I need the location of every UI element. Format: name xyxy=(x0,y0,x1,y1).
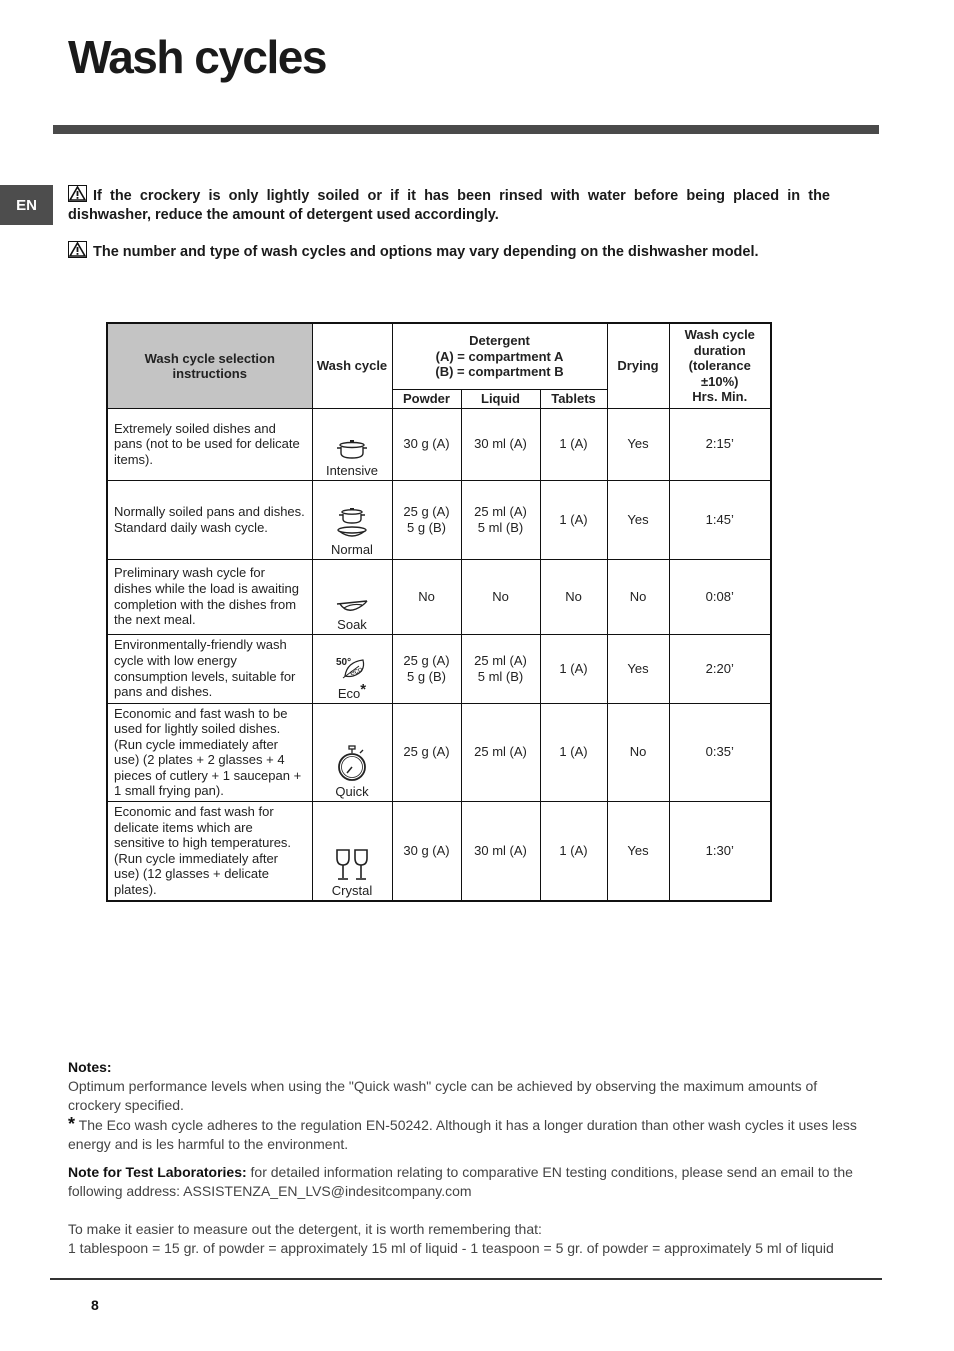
cycle-label: Intensive xyxy=(325,462,379,478)
table-row xyxy=(107,703,771,802)
tablets-amount: No xyxy=(540,559,607,634)
quick-stopwatch-icon xyxy=(336,745,368,783)
drying-value: Yes xyxy=(607,634,669,703)
notes-section xyxy=(68,1058,868,1258)
powder-amount: 30 g (A) xyxy=(392,408,461,480)
warning-text: The number and type of wash cycles and options may vary depending on the dishwasher model. xyxy=(93,244,759,260)
tablets-amount: 1 (A) xyxy=(540,408,607,480)
row-cycle xyxy=(312,408,392,480)
page-title: Wash cycles xyxy=(68,31,326,83)
table-row xyxy=(107,634,771,703)
row-cycle xyxy=(312,634,392,703)
duration-value: 1:45’ xyxy=(669,480,771,559)
tablets-amount: 1 (A) xyxy=(540,703,607,802)
quick-note: Optimum performance levels when using the "Quick wash" cycle can be achieved by observing the maximum amounts of crockery specified. xyxy=(68,1078,818,1113)
crystal-glasses-icon xyxy=(334,848,370,882)
header-duration: Wash cycle duration (tolerance ±10%) Hrs. Min. xyxy=(669,323,771,408)
normal-pot-plate-icon xyxy=(334,507,370,541)
warning-text: If the crockery is only lightly soiled or if it has been rinsed with water before being placed in the dishwasher, reduce the amount of detergent used accordingly. xyxy=(68,188,830,223)
liquid-amount: 30 ml (A) xyxy=(461,408,540,480)
row-description: Economic and fast wash for delicate items which are sensitive to high temperatures. (Run cycle immediately after use) (12 glasses + delicate plates). xyxy=(107,802,312,901)
header-powder: Powder xyxy=(392,389,461,408)
cycle-label: Crystal xyxy=(331,882,373,898)
drying-value: Yes xyxy=(607,480,669,559)
drying-value: No xyxy=(607,559,669,634)
header-liquid: Liquid xyxy=(461,389,540,408)
notes-heading: Notes: xyxy=(68,1059,112,1075)
drying-value: No xyxy=(607,703,669,802)
row-description: Economic and fast wash to be used for lightly soiled dishes. (Run cycle immediately after use) (2 plates + 2 glasses + 4 pieces of cutlery + 1 saucepan + 1 small frying pan). xyxy=(107,703,312,802)
table-header-row xyxy=(107,323,771,389)
drying-value: Yes xyxy=(607,408,669,480)
cycle-label: Normal xyxy=(331,541,373,557)
lab-note: Note for Test Laboratories: for detailed information relating to comparative EN testing conditions, please send an email to the following address: ASSISTENZA_EN_LVS@indesitcompany.com xyxy=(68,1164,853,1199)
cycle-label: Eco* xyxy=(337,680,367,701)
duration-value: 1:30’ xyxy=(669,802,771,901)
liquid-amount: 25 ml (A) xyxy=(461,703,540,802)
row-cycle xyxy=(312,480,392,559)
duration-value: 0:08’ xyxy=(669,559,771,634)
eco-50-icon xyxy=(333,654,371,680)
header-drying: Drying xyxy=(607,323,669,408)
soak-plate-icon xyxy=(334,596,370,616)
svg-text:50°: 50° xyxy=(336,656,352,668)
page-number: 8 xyxy=(91,1297,99,1313)
row-description: Preliminary wash cycle for dishes while the load is awaiting completion with the dishes from the next meal. xyxy=(107,559,312,634)
measure-intro: To make it easier to measure out the detergent, it is worth remembering that: xyxy=(68,1221,542,1237)
title-divider xyxy=(53,125,879,134)
header-wash-cycle: Wash cycle xyxy=(312,323,392,408)
liquid-amount: 25 ml (A) 5 ml (B) xyxy=(461,480,540,559)
row-cycle xyxy=(312,802,392,901)
intensive-pot-icon xyxy=(334,438,370,462)
warning-lightly-soiled xyxy=(68,185,830,225)
tablets-amount: 1 (A) xyxy=(540,480,607,559)
cycle-label: Quick xyxy=(335,784,369,800)
warning-triangle-icon xyxy=(68,241,87,258)
powder-amount: 25 g (A) xyxy=(392,703,461,802)
footer-divider xyxy=(50,1278,882,1280)
table-row xyxy=(107,480,771,559)
wash-cycles-table xyxy=(106,322,772,902)
powder-amount: 30 g (A) xyxy=(392,802,461,901)
cycle-label: Soak xyxy=(337,616,367,632)
header-instructions: Wash cycle selection instructions xyxy=(107,323,312,408)
duration-value: 0:35’ xyxy=(669,703,771,802)
liquid-amount: 25 ml (A) 5 ml (B) xyxy=(461,634,540,703)
powder-amount: 25 g (A) 5 g (B) xyxy=(392,480,461,559)
warning-triangle-icon xyxy=(68,185,87,202)
powder-amount: 25 g (A) 5 g (B) xyxy=(392,634,461,703)
language-tab: EN xyxy=(0,185,53,225)
header-tablets: Tablets xyxy=(540,389,607,408)
row-description: Environmentally-friendly wash cycle with low energy consumption levels, suitable for pans and dishes. xyxy=(107,634,312,703)
tablets-amount: 1 (A) xyxy=(540,802,607,901)
table-row xyxy=(107,802,771,901)
duration-value: 2:15’ xyxy=(669,408,771,480)
eco-asterisk: * xyxy=(360,680,367,698)
row-cycle xyxy=(312,559,392,634)
row-description: Extremely soiled dishes and pans (not to be used for delicate items). xyxy=(107,408,312,480)
table-row xyxy=(107,408,771,480)
drying-value: Yes xyxy=(607,802,669,901)
row-description: Normally soiled pans and dishes. Standard daily wash cycle. xyxy=(107,480,312,559)
table-row xyxy=(107,559,771,634)
measure-text: 1 tablespoon = 15 gr. of powder = approximately 15 ml of liquid - 1 teaspoon = 5 gr. of powder = approximately 5 ml of liquid xyxy=(68,1240,834,1256)
row-cycle xyxy=(312,703,392,802)
svg-text:eco: eco xyxy=(348,664,364,677)
powder-amount: No xyxy=(392,559,461,634)
warning-model-variation xyxy=(68,241,830,262)
eco-note: * The Eco wash cycle adheres to the regulation EN-50242. Although it has a longer duration than other wash cycles it uses less energy and is les harmful to the environment. xyxy=(68,1114,857,1152)
header-detergent: Detergent (A) = compartment A (B) = compartment B xyxy=(392,323,607,389)
liquid-amount: No xyxy=(461,559,540,634)
duration-value: 2:20’ xyxy=(669,634,771,703)
tablets-amount: 1 (A) xyxy=(540,634,607,703)
liquid-amount: 30 ml (A) xyxy=(461,802,540,901)
